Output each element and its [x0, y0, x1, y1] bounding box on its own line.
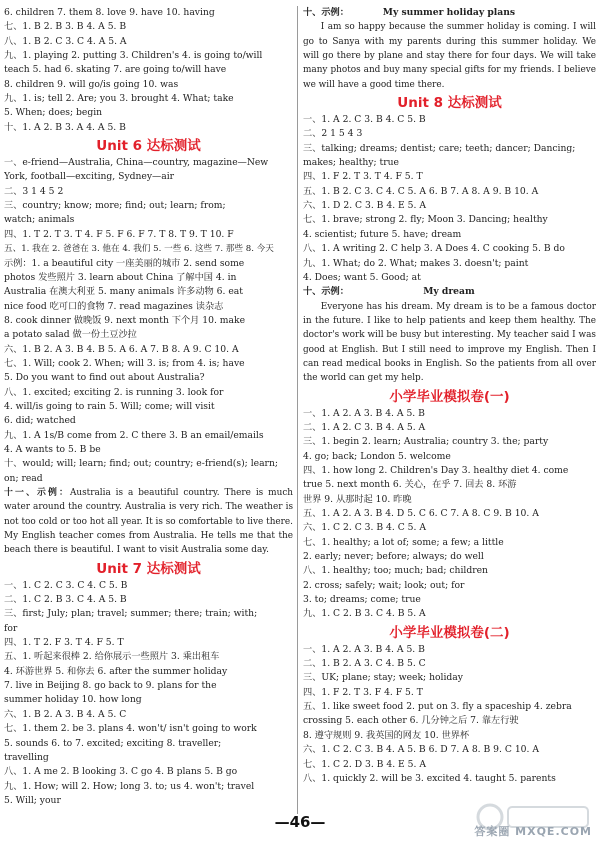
answer-line: watch; animals — [4, 214, 75, 226]
answer-line: 8. 遵守规则 9. 我英国的网友 10. 世界杯 — [303, 729, 470, 741]
answer-line: a potato salad 做一份土豆沙拉 — [4, 329, 137, 341]
answer-line: 六、1. D 2. C 3. B 4. E 5. A — [303, 200, 426, 212]
mock2-heading: 小学毕业模拟卷(二) — [389, 624, 510, 641]
answer-line: 八、1. quickly 2. will be 3. excited 4. taught 5. parents — [303, 772, 556, 784]
answer-line: 三、talking; dreams; dentist; care; teeth; dancer; Dancing; — [303, 142, 576, 154]
essay-title: My dream — [423, 286, 475, 298]
answer-line: 三、UK; plane; stay; week; holiday — [303, 672, 463, 684]
answer-line: 九、1. playing 2. putting 3. Children's 4. is going to/will — [4, 50, 263, 62]
answer-line: 世界 9. 从那时起 10. 昨晚 — [303, 493, 412, 505]
answer-line: makes; healthy; true — [303, 157, 399, 169]
answer-line: 十、1. A 2. B 3. A 4. A 5. B — [4, 121, 126, 133]
answer-line: 8. children 9. will go/is going 10. was — [4, 78, 179, 90]
mock2-answers — [303, 643, 596, 786]
answer-line: 七、1. healthy; a lot of; some; a few; a little — [303, 536, 504, 548]
unit8-heading: Unit 8 达标测试 — [397, 95, 502, 112]
unit6-heading: Unit 6 达标测试 — [96, 138, 201, 155]
answer-line: 四、1. how long 2. Children's Day 3. healthy diet 4. come — [303, 464, 569, 476]
essay-header — [303, 285, 596, 299]
essay-body: Australia is a beautiful country. There is much water around the country. Australia is very rich. The weather is not too cold or too hot all year. It is so comfortable to live there. My English teacher comes from Australia. He tells me that the beach there is beautiful. I want to visit Australia some day. — [4, 488, 294, 556]
answer-line: 示例：1. a beautiful city 一座美丽的城市 2. send some — [4, 257, 245, 269]
answer-line: 5. When; does; begin — [4, 107, 103, 119]
answer-line: 十、would; will; learn; find; out; country; e-friend(s); learn; — [4, 458, 278, 470]
answer-line: 五、1. 听起来很棒 2. 给你展示一些照片 3. 乘出租车 — [4, 651, 220, 663]
answer-line: 4. scientist; future 5. have; dream — [303, 228, 462, 240]
essay-my-dream: Everyone has his dream. My dream is to be a famous doctor in the future. I like to help patients and keep them healthy. The doctor's work will be busy but interesting. My teacher said I was good at English. But I still need to improve my English. Then I can read medical books in English. So the patients from all over the world can get my help. — [303, 301, 596, 384]
answer-line: 八、1. A me 2. B looking 3. C go 4. B plans 5. B go — [4, 766, 238, 778]
answer-line: 八、1. excited; exciting 2. is running 3. look for — [4, 386, 224, 398]
answer-line: 九、1. What; do 2. What; makes 3. doesn't; paint — [303, 257, 529, 269]
answer-line: for — [4, 622, 18, 634]
answer-line: 三、1. begin 2. learn; Australia; country 3. the; party — [303, 436, 549, 448]
answer-line: 一、e-friend—Australia, China—country, magazine—New — [4, 157, 269, 169]
answer-line: 4. 环游世界 5. 和你去 6. after the summer holiday — [4, 665, 228, 677]
answer-line: travelling — [4, 751, 49, 763]
answer-line: 6. did; watched — [4, 415, 76, 427]
answer-line: 七、1. Will; cook 2. When; will 3. is; from 4. is; have — [4, 357, 245, 369]
answer-line: 4. A wants to 5. B be — [4, 443, 101, 455]
answer-line: Australia 在澳大利亚 5. many animals 许多动物 6. eat — [4, 286, 243, 298]
answer-line: crossing 5. each other 6. 几分钟之后 7. 靠左行驶 — [303, 715, 519, 727]
answer-line: 六、1. C 2. C 3. B 4. A 5. B 6. D 7. A 8. B 9. C 10. A — [303, 744, 539, 756]
answer-line: 四、1. T 2. T 3. T 4. F 5. F 6. F 7. T 8. T 9. T 10. F — [4, 228, 234, 240]
answer-line: nice food 吃可口的食物 7. read magazines 读杂志 — [4, 300, 224, 312]
mock1-answers — [303, 407, 596, 622]
answer-line: 3. to; dreams; come; true — [303, 594, 421, 606]
answer-line: 二、2 1 5 4 3 — [303, 128, 363, 140]
right-column — [303, 6, 596, 786]
essay-australia — [4, 486, 293, 558]
answer-line: 二、3 1 4 5 2 — [4, 185, 64, 197]
answer-line: 四、1. F 2. T 3. F 4. F 5. T — [303, 686, 423, 698]
answer-line: 二、1. A 2. C 3. B 4. A 5. A — [303, 421, 426, 433]
answer-line: photos 发些照片 3. learn about China 了解中国 4. in — [4, 271, 237, 283]
answer-line: 九、1. is; tell 2. Are; you 3. brought 4. What; take — [4, 93, 234, 105]
answer-line: 4. go; back; London 5. welcome — [303, 450, 451, 462]
unit8-answers — [303, 113, 596, 285]
answer-line: 4. will/is going to rain 5. Will; come; will visit — [4, 400, 215, 412]
answer-line: 六、1. B 2. A 3. B 4. A 5. C — [4, 708, 127, 720]
essay-summer-plans: I am so happy because the summer holiday is coming. I will go to Sanya with my parents during this summer holiday. We will go there by plane and stay there for four days. We will take many photos and buy many special gifts for my friends. I believe we will have a good time there. — [303, 22, 596, 90]
essay-title: My summer holiday plans — [382, 7, 516, 18]
answer-line: 一、1. A 2. A 3. B 4. A 5. B — [303, 407, 425, 419]
unit6-answers — [4, 156, 293, 486]
mock1-heading: 小学毕业模拟卷(一) — [389, 388, 510, 405]
answer-line: 九、1. C 2. B 3. C 4. B 5. A — [303, 608, 426, 620]
answer-line: 四、1. F 2. T 3. T 4. F 5. T — [303, 171, 423, 183]
answer-line: 4. Does; want 5. Good; at — [303, 271, 421, 283]
answer-line: 五、1. like sweet food 2. put on 3. fly a spaceship 4. zebra — [303, 701, 572, 713]
answer-line: 5. sounds 6. to 7. excited; exciting 8. traveller; — [4, 737, 222, 749]
answer-line: 五、1. A 2. A 3. B 4. D 5. C 6. C 7. A 8. C 9. B 10. A — [303, 508, 539, 519]
answer-line: teach 5. had 6. skating 7. are going to/will have — [4, 64, 227, 76]
answer-line: 六、1. B 2. A 3. B 4. B 5. A 6. A 7. B 8. A 9. C 10. A — [4, 343, 239, 355]
watermark-text: 答案圈 MXQE.COM — [474, 825, 592, 838]
answer-line: 8. cook dinner 做晚饭 9. next month 下个月 10. make — [4, 314, 246, 326]
answer-line: 二、1. B 2. A 3. C 4. B 5. C — [303, 658, 426, 670]
essay-header — [303, 6, 596, 20]
answer-line: 七、1. them 2. be 3. plans 4. won't/ isn't going to work — [4, 723, 257, 735]
answer-line: 5. Will; your — [4, 794, 61, 806]
answer-line: 四、1. T 2. F 3. T 4. F 5. T — [4, 637, 124, 649]
answer-line: York, football—exciting, Sydney—air — [4, 171, 175, 183]
answer-line: 五、1. B 2. C 3. C 4. C 5. A 6. B 7. A 8. A 9. B 10. A — [303, 185, 539, 197]
answer-line: 2. early; never; before; always; do well — [303, 551, 484, 563]
answer-line: 6. children 7. them 8. love 9. have 10. having — [4, 7, 215, 18]
answer-line: on; read — [4, 472, 43, 484]
answer-line: 7. live in Beijing 8. go back to 9. plans for the — [4, 680, 217, 692]
answer-line: 七、1. C 2. D 3. B 4. E 5. A — [303, 758, 426, 770]
answer-line: 三、first; July; plan; travel; summer; there; train; with; — [4, 608, 258, 620]
answer-line: 一、1. A 2. C 3. B 4. C 5. B — [303, 114, 426, 126]
answer-line: 三、country; know; more; find; out; learn; from; — [4, 200, 226, 212]
answer-line: 5. Do you want to find out about Australia? — [4, 372, 205, 384]
left-column — [4, 6, 293, 808]
answer-line: 2. cross; safely; wait; look; out; for — [303, 579, 465, 591]
answer-line: 一、1. C 2. C 3. C 4. C 5. B — [4, 579, 128, 591]
answer-line: 七、1. B 2. B 3. B 4. A 5. B — [4, 21, 127, 33]
answer-line: 七、1. brave; strong 2. fly; Moon 3. Dancing; healthy — [303, 214, 548, 226]
essay-label: 十一、示例： — [4, 488, 70, 498]
answer-line: 六、1. C 2. C 3. B 4. C 5. A — [303, 522, 426, 534]
answer-line: 八、1. healthy; too; much; bad; children — [303, 565, 488, 577]
answer-line: 九、1. A 1s/B come from 2. C there 3. B an email/emails — [4, 429, 264, 441]
answer-line: 八、1. A writing 2. C help 3. A Does 4. C cooking 5. B do — [303, 243, 565, 255]
answer-line: 五、1. 我在 2. 爸爸在 3. 他在 4. 我们 5. 一些 6. 这些 7. 那些 8. 今天 — [4, 244, 274, 255]
column-divider — [297, 6, 298, 814]
answer-line: summer holiday 10. how long — [4, 694, 142, 706]
unit7-answers — [4, 579, 293, 809]
answer-line: 九、1. How; will 2. How; long 3. to; us 4. won't; travel — [4, 780, 255, 792]
top-answers — [4, 6, 293, 135]
page-number: —46— — [274, 813, 326, 831]
answer-line: true 5. next month 6. 关心，在乎 7. 回去 8. 环游 — [303, 479, 517, 491]
answer-line: 一、1. A 2. A 3. B 4. A 5. B — [303, 643, 425, 655]
essay-label: 十、示例： — [303, 7, 349, 18]
answer-line: 八、1. B 2. C 3. C 4. A 5. A — [4, 35, 127, 47]
unit7-heading: Unit 7 达标测试 — [96, 560, 201, 577]
answer-line: 二、1. C 2. B 3. C 4. A 5. B — [4, 594, 127, 606]
essay-label: 十、示例： — [303, 286, 349, 298]
